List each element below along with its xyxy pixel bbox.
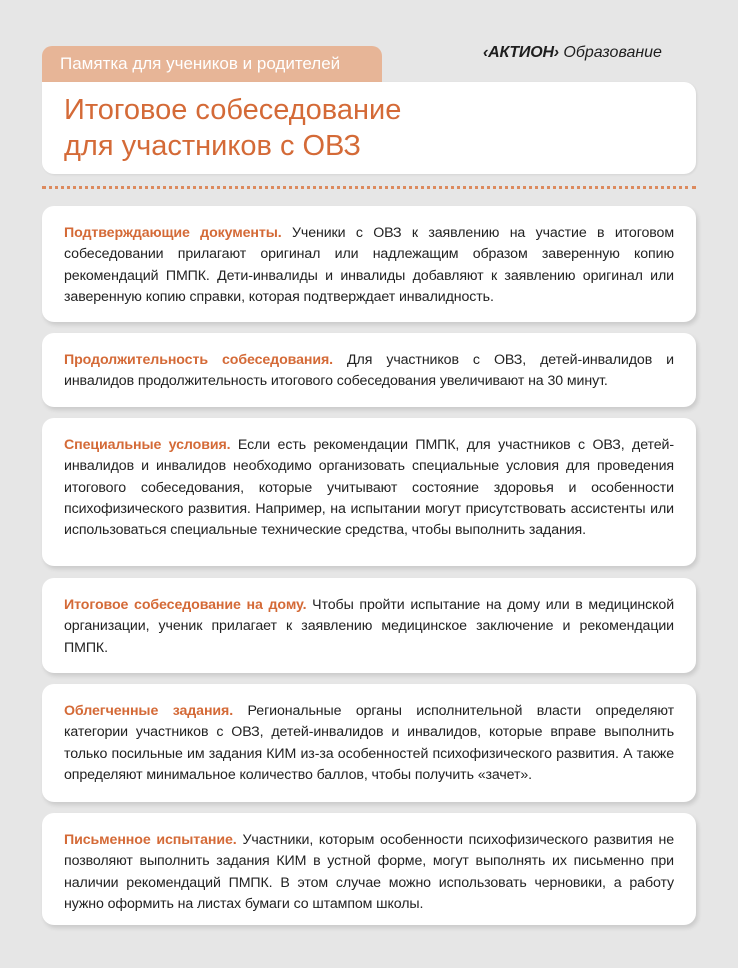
logo-subtitle: Образование bbox=[563, 44, 662, 61]
section-heading: Продолжительность собеседования. bbox=[64, 352, 333, 368]
section-card-written-test bbox=[42, 813, 696, 925]
memo-tag-label: Памятка для учеников и родителей bbox=[60, 54, 341, 73]
title-line-1: Итоговое собеседование bbox=[64, 94, 402, 126]
section-card-duration bbox=[42, 333, 696, 407]
page-title bbox=[64, 92, 401, 164]
section-paragraph bbox=[64, 350, 674, 393]
section-heading: Специальные условия. bbox=[64, 437, 231, 453]
section-heading: Подтверждающие документы. bbox=[64, 225, 282, 241]
dotted-divider bbox=[42, 186, 696, 189]
memo-tag bbox=[42, 46, 382, 82]
section-paragraph bbox=[64, 435, 674, 541]
title-line-2: для участников с ОВЗ bbox=[64, 130, 361, 162]
section-text: Ученики с ОВЗ к заявлению на участие в итоговом собеседовании прилагают оригинал или надлежащим образом заверенную копию рекомендаций ПМПК. Дети-инвалиды и инвалиды добавляют к заявлению оригинал или заверенную копию справки, которая подтверждает инвалидность. bbox=[64, 225, 674, 305]
section-heading: Письменное испытание. bbox=[64, 832, 237, 848]
section-heading: Облегченные задания. bbox=[64, 703, 234, 719]
section-heading: Итоговое собеседование на дому. bbox=[64, 597, 307, 613]
section-text: Региональные органы исполнительной власти определяют категории участников с ОВЗ, детей-инвалидов и инвалидов, которые вправе выполнить только посильные им задания КИМ из-за особенностей психофизического развития. А также определяют минимальное количество баллов, чтобы получить «зачет». bbox=[64, 703, 675, 783]
section-card-documents bbox=[42, 206, 696, 322]
section-text: Для участников с ОВЗ, детей-инвалидов и инвалидов продолжительность итогового собеседования увеличивают на 30 минут. bbox=[64, 352, 674, 390]
aktion-logo bbox=[483, 44, 662, 62]
section-card-simplified-tasks bbox=[42, 684, 696, 802]
section-text: Если есть рекомендации ПМПК, для участников с ОВЗ, детей-инвалидов и инвалидов необходимо организовать специальные условия для проведения итогового собеседования, которые учитывают состояние здоровья и особенности психофизического развития. Например, на испытании могут присутствовать ассистенты или использоваться специальные технические средства, чтобы выполнить задания. bbox=[64, 437, 675, 539]
section-paragraph bbox=[64, 701, 674, 786]
title-card bbox=[42, 82, 696, 174]
section-paragraph bbox=[64, 595, 674, 659]
section-card-special-conditions bbox=[42, 418, 696, 566]
section-paragraph bbox=[64, 223, 674, 308]
section-paragraph bbox=[64, 830, 674, 915]
section-text: Чтобы пройти испытание на дому или в медицинской организации, ученик прилагает к заявлению медицинское заключение и рекомендации ПМПК. bbox=[64, 597, 675, 656]
section-text: Участники, которым особенности психофизического развития не позволяют выполнить задания КИМ в устной форме, могут выполнять их письменно при наличии рекомендаций ПМПК. В этом случае можно использовать черновики, а работу нужно оформить на листах бумаги со штампом школы. bbox=[64, 832, 674, 912]
logo-brand: ‹АКТИОН› bbox=[483, 44, 559, 61]
section-card-at-home bbox=[42, 578, 696, 673]
